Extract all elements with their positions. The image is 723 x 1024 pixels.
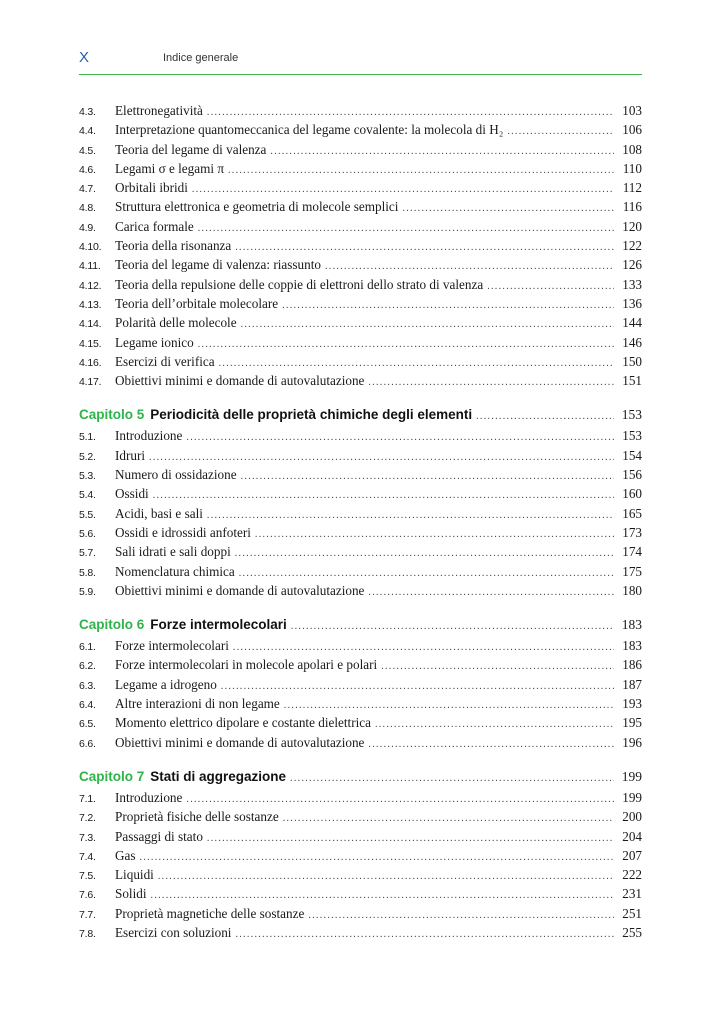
dot-leader (368, 735, 614, 754)
toc-entry[interactable] (79, 120, 642, 139)
section-title: Teoria della risonanza (115, 238, 232, 254)
section-page-number: 150 (622, 353, 642, 369)
section-title: Introduzione (115, 428, 183, 444)
toc-entry[interactable] (79, 733, 642, 752)
section-number: 5.1. (79, 431, 96, 444)
chapter-title: Stati di aggregazione (150, 768, 287, 784)
section-title: Legame ionico (115, 334, 194, 350)
section-title: Esercizi con soluzioni (115, 924, 232, 940)
chapter-label: Capitolo 7 (79, 768, 145, 784)
section-number: 4.9. (79, 221, 96, 234)
dot-leader (368, 373, 614, 392)
section-title: Interpretazione quantomeccanica del legame covalente: la molecola di H₂ (115, 122, 504, 138)
chapter-page-number: 153 (621, 407, 642, 423)
section-title: Struttura elettronica e geometria di molecole semplici (115, 199, 399, 215)
toc-entry[interactable] (79, 197, 642, 216)
toc-entry[interactable] (79, 140, 642, 159)
section-number: 4.17. (79, 376, 102, 389)
section-number: 5.3. (79, 470, 96, 483)
toc-entry[interactable] (79, 884, 642, 903)
section-number: 4.6. (79, 163, 96, 176)
section-number: 5.4. (79, 489, 96, 502)
section-number: 5.5. (79, 508, 96, 521)
toc-entry[interactable] (79, 352, 642, 371)
section-page-number: 196 (622, 734, 642, 750)
section-page-number: 193 (622, 696, 642, 712)
section-page-number: 255 (622, 924, 642, 940)
toc-entry[interactable] (79, 101, 642, 120)
section-page-number: 136 (622, 295, 642, 311)
section-page-number: 112 (622, 180, 642, 196)
page-header (79, 48, 642, 75)
section-page-number: 120 (622, 218, 642, 234)
section-title: Elettronegatività (115, 103, 203, 118)
section-page-number: 108 (622, 141, 642, 157)
section-number: 4.3. (79, 106, 96, 118)
section-title: Esercizi di verifica (115, 353, 215, 369)
section-page-number: 103 (622, 103, 642, 118)
section-number: 4.15. (79, 337, 102, 350)
section-number: 7.3. (79, 831, 96, 844)
section-title: Teoria del legame di valenza (115, 141, 267, 157)
toc-entry[interactable] (79, 275, 642, 294)
section-page-number: 151 (622, 373, 642, 389)
section-number: 5.6. (79, 527, 96, 540)
toc-entry[interactable] (79, 675, 642, 694)
section-number: 4.16. (79, 356, 102, 369)
toc-entry[interactable] (79, 217, 642, 236)
section-title: Carica formale (115, 218, 194, 234)
section-number: 6.5. (79, 718, 96, 731)
dot-leader (368, 583, 614, 602)
toc-entry[interactable] (79, 504, 642, 523)
chapter-label: Capitolo 6 (79, 617, 145, 633)
section-title: Teoria del legame di valenza: riassunto (115, 257, 321, 273)
section-title: Teoria dell’orbitale molecolare (115, 295, 279, 311)
chapter-page-number: 183 (621, 617, 642, 633)
section-number: 4.14. (79, 318, 102, 331)
section-page-number: 133 (622, 276, 642, 292)
section-page-number: 165 (622, 505, 642, 521)
section-page-number: 153 (622, 428, 642, 444)
section-number: 6.1. (79, 641, 96, 654)
section-number: 5.7. (79, 547, 96, 560)
section-title: Acidi, basi e sali (115, 505, 203, 521)
section-page-number: 186 (622, 657, 642, 673)
section-title: Nomenclatura chimica (115, 563, 235, 579)
section-number: 6.6. (79, 737, 96, 750)
toc-entry[interactable] (79, 523, 642, 542)
section-number: 4.11. (79, 260, 101, 273)
section-title: Introduzione (115, 789, 183, 805)
section-number: 7.4. (79, 850, 96, 863)
section-page-number: 195 (622, 715, 642, 731)
section-number: 4.8. (79, 202, 96, 215)
toc-entry[interactable] (79, 426, 642, 445)
toc-entry[interactable] (79, 562, 642, 581)
chapter-heading[interactable] (79, 766, 642, 788)
section-page-number: 251 (622, 905, 642, 921)
section-title: Liquidi (115, 867, 154, 883)
dot-leader (290, 768, 614, 790)
running-title: Indice generale (163, 52, 239, 64)
section-number: 6.2. (79, 660, 96, 673)
section-page-number: 207 (622, 847, 642, 863)
section-number: 4.5. (79, 144, 96, 157)
section-number: 5.8. (79, 566, 96, 579)
toc-entry[interactable] (79, 846, 642, 865)
section-title: Momento elettrico dipolare e costante dielettrica (115, 715, 371, 731)
toc-entry[interactable] (79, 333, 642, 352)
section-page-number: 116 (622, 199, 642, 215)
toc-entry[interactable] (79, 827, 642, 846)
section-title: Sali idrati e sali doppi (115, 544, 231, 560)
section-page-number: 126 (622, 257, 642, 273)
section-title: Legami σ e legami π (115, 160, 224, 176)
section-number: 4.13. (79, 298, 102, 311)
toc-entry[interactable] (79, 713, 642, 732)
section-title: Solidi (115, 886, 147, 902)
section-title: Legame a idrogeno (115, 676, 217, 692)
toc-entry[interactable] (79, 694, 642, 713)
chapter-label: Capitolo 5 (79, 407, 145, 423)
section-page-number: 231 (622, 886, 642, 902)
toc-entry[interactable] (79, 636, 642, 655)
toc-entry[interactable] (79, 236, 642, 255)
section-number: 4.10. (79, 241, 102, 254)
section-page-number: 156 (622, 467, 642, 483)
section-number: 5.9. (79, 585, 96, 598)
section-title: Idruri (115, 447, 146, 463)
chapter-title: Periodicità delle proprietà chimiche degli elementi (150, 407, 473, 423)
section-page-number: 222 (622, 867, 642, 883)
section-page-number: 110 (622, 160, 642, 176)
section-title: Teoria della repulsione delle coppie di elettroni dello strato di valenza (115, 276, 484, 292)
section-title: Obiettivi minimi e domande di autovalutazione (115, 373, 365, 389)
section-page-number: 122 (622, 238, 642, 254)
toc-entry[interactable] (79, 581, 642, 600)
section-number: 4.12. (79, 279, 102, 292)
section-number: 7.8. (79, 927, 96, 940)
toc-entry[interactable] (79, 178, 642, 197)
section-number: 7.5. (79, 870, 96, 883)
toc-entry[interactable] (79, 159, 642, 178)
toc-entry[interactable] (79, 865, 642, 884)
section-number: 6.4. (79, 699, 96, 712)
section-page-number: 200 (622, 809, 642, 825)
toc-entry[interactable] (79, 788, 642, 807)
section-number: 7.7. (79, 908, 96, 921)
section-page-number: 173 (622, 524, 642, 540)
section-title: Orbitali ibridi (115, 180, 188, 196)
chapter-title: Forze intermolecolari (150, 617, 287, 633)
toc-entry[interactable] (79, 446, 642, 465)
section-title: Ossidi e idrossidi anfoteri (115, 524, 251, 540)
section-page-number: 174 (622, 544, 642, 560)
section-number: 5.2. (79, 450, 96, 463)
section-title: Gas (115, 847, 136, 863)
section-number: 7.2. (79, 812, 96, 825)
toc-entry[interactable] (79, 371, 642, 390)
chapter-page-number: 199 (621, 768, 642, 784)
toc-entry[interactable] (79, 542, 642, 561)
section-title: Forze intermolecolari (115, 638, 229, 654)
section-title: Numero di ossidazione (115, 467, 237, 483)
section-title: Proprietà fisiche delle sostanze (115, 809, 279, 825)
section-number: 7.1. (79, 792, 96, 805)
chapter-heading[interactable] (79, 404, 642, 426)
toc-entry[interactable] (79, 294, 642, 313)
toc-entry[interactable] (79, 655, 642, 674)
dot-leader (291, 616, 614, 638)
section-page-number: 154 (622, 447, 642, 463)
section-page-number: 199 (622, 789, 642, 805)
section-page-number: 144 (622, 315, 642, 331)
section-page-number: 160 (622, 486, 642, 502)
section-number: 4.4. (79, 125, 96, 138)
section-title: Polarità delle molecole (115, 315, 237, 331)
toc-entry[interactable] (79, 807, 642, 826)
table-of-contents (79, 101, 642, 942)
section-page-number: 204 (622, 828, 642, 844)
section-page-number: 183 (622, 638, 642, 654)
section-title: Proprietà magnetiche delle sostanze (115, 905, 305, 921)
page-number: X (79, 49, 90, 66)
section-title: Obiettivi minimi e domande di autovalutazione (115, 582, 365, 598)
section-page-number: 146 (622, 334, 642, 350)
section-title: Ossidi (115, 486, 149, 502)
dot-leader (235, 925, 614, 944)
toc-entry[interactable] (79, 904, 642, 923)
section-page-number: 106 (622, 122, 642, 138)
toc-entry[interactable] (79, 484, 642, 503)
section-number: 7.6. (79, 889, 96, 902)
toc-entry[interactable] (79, 923, 642, 942)
section-title: Passaggi di stato (115, 828, 203, 844)
section-page-number: 180 (622, 582, 642, 598)
section-title: Obiettivi minimi e domande di autovalutazione (115, 734, 365, 750)
section-title: Forze intermolecolari in molecole apolari e polari (115, 657, 378, 673)
section-title: Altre interazioni di non legame (115, 696, 280, 712)
dot-leader (476, 406, 614, 428)
section-page-number: 175 (622, 563, 642, 579)
section-page-number: 187 (622, 676, 642, 692)
section-number: 4.7. (79, 183, 96, 196)
toc-entry[interactable] (79, 255, 642, 274)
toc-entry[interactable] (79, 313, 642, 332)
toc-entry[interactable] (79, 465, 642, 484)
chapter-heading[interactable] (79, 614, 642, 636)
section-number: 6.3. (79, 679, 96, 692)
